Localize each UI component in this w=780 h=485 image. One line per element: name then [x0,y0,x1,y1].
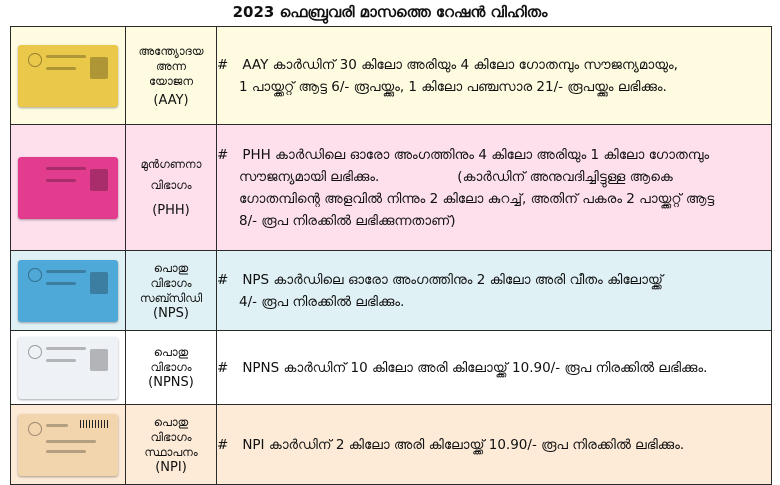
card-type-label [126,405,217,485]
allocation-text [217,251,772,331]
allocation-line: 1 പായ്ക്കറ്റ് ആട്ട 6/- രൂപയ്ക്കും, 1 കിലോ പഞ്ചസാര 21/- രൂപയ്ക്കും ലഭിക്കും. [239,78,667,95]
card-image-cell [11,331,126,405]
card-type-label [126,27,217,125]
ration-card-nps-icon [18,260,118,322]
card-type-code: (NPI) [155,459,187,475]
allocation-text [217,405,772,485]
allocation-text [217,125,772,251]
bullet-hash: # [217,146,229,163]
allocation-line: സൗജന്യമായി ലഭിക്കും. [239,168,380,185]
card-type-line: സബ്സിഡി [139,290,203,305]
table-row-phh [11,125,772,251]
ration-card-npi-icon [18,414,118,476]
allocation-line: 8/- രൂപ നിരക്കിൽ ലഭിക്കുന്നതാണ്) [239,212,456,229]
page-title: 2023 ഫെബ്രുവരി മാസത്തെ റേഷൻ വിഹിതം [232,3,548,21]
card-image-cell [11,405,126,485]
card-type-line: വിഭാഗം [150,429,192,444]
card-type-code: (AAY) [153,92,189,108]
allocation-text [217,27,772,125]
allocation-line: ഗോതമ്പിന്റെ അളവിൽ നിന്നും 2 കിലോ കുറച്ച്, അതിന് പകരം 2 പായ്ക്കറ്റ് ആട്ട [239,190,715,207]
allocation-line: NPNS കാർഡിന് 10 കിലോ അരി കിലോയ്ക്ക് 10.90/- രൂപ നിരക്കിൽ ലഭിക്കും. [242,359,708,376]
card-type-line: പൊതു [153,260,189,275]
allocation-line: 4/- രൂപ നിരക്കിൽ ലഭിക്കും. [239,293,405,310]
card-type-code: (NPS) [153,305,189,321]
table-row-aay [11,27,772,125]
ration-card-phh-icon [18,157,118,219]
allocation-line: NPI കാർഡിന് 2 കിലോ അരി കിലോയ്ക്ക് 10.90/- രൂപ നിരക്കിൽ ലഭിക്കും. [242,436,685,453]
table-row-nps [11,251,772,331]
card-type-line: സ്ഥാപനം [144,444,198,459]
card-type-label [126,125,217,251]
card-type-label [126,251,217,331]
card-type-label [126,331,217,405]
card-image-cell [11,125,126,251]
card-type-line: പൊതു [153,414,189,429]
card-type-line: വിഭാഗം [150,360,192,374]
card-image-cell [11,251,126,331]
allocation-note: (കാർഡിന് അനുവദിച്ചിട്ടുള്ള ആകെ [457,168,673,185]
table-row-npns [11,331,772,405]
card-type-line: മുൻഗണനാ [140,157,202,171]
card-type-code: (PHH) [152,203,190,218]
allocation-text [217,331,772,405]
bullet-hash: # [217,359,229,376]
bullet-hash: # [217,271,229,288]
card-image-cell [11,27,126,125]
allocation-line: PHH കാർഡിലെ ഓരോ അംഗത്തിനും 4 കിലോ അരിയും 1 കിലോ ഗോതമ്പും [242,146,710,163]
card-type-line: പൊതു [153,345,189,359]
card-type-line: അന്ത്യോദയ [138,43,204,58]
bullet-hash: # [217,436,229,453]
allocation-line: NPS കാർഡിലെ ഓരോ അംഗത്തിനും 2 കിലോ അരി വീതം കിലോയ്ക്ക് [242,271,663,288]
ration-card-aay-icon [18,45,118,107]
card-type-line: അന്ന [155,58,187,73]
card-type-line: വിഭാഗം [150,275,192,290]
card-type-line: വിഭാഗം [150,178,192,192]
bullet-hash: # [217,56,229,73]
ration-card-npns-icon [18,337,118,399]
table-row-npi [11,405,772,485]
ration-table [10,26,772,485]
allocation-line: AAY കാർഡിന് 30 കിലോ അരിയും 4 കിലോ ഗോതമ്പും സൗജന്യമായും, [242,56,678,73]
card-type-line: യോജന [148,73,194,88]
card-type-code: (NPNS) [148,375,194,390]
